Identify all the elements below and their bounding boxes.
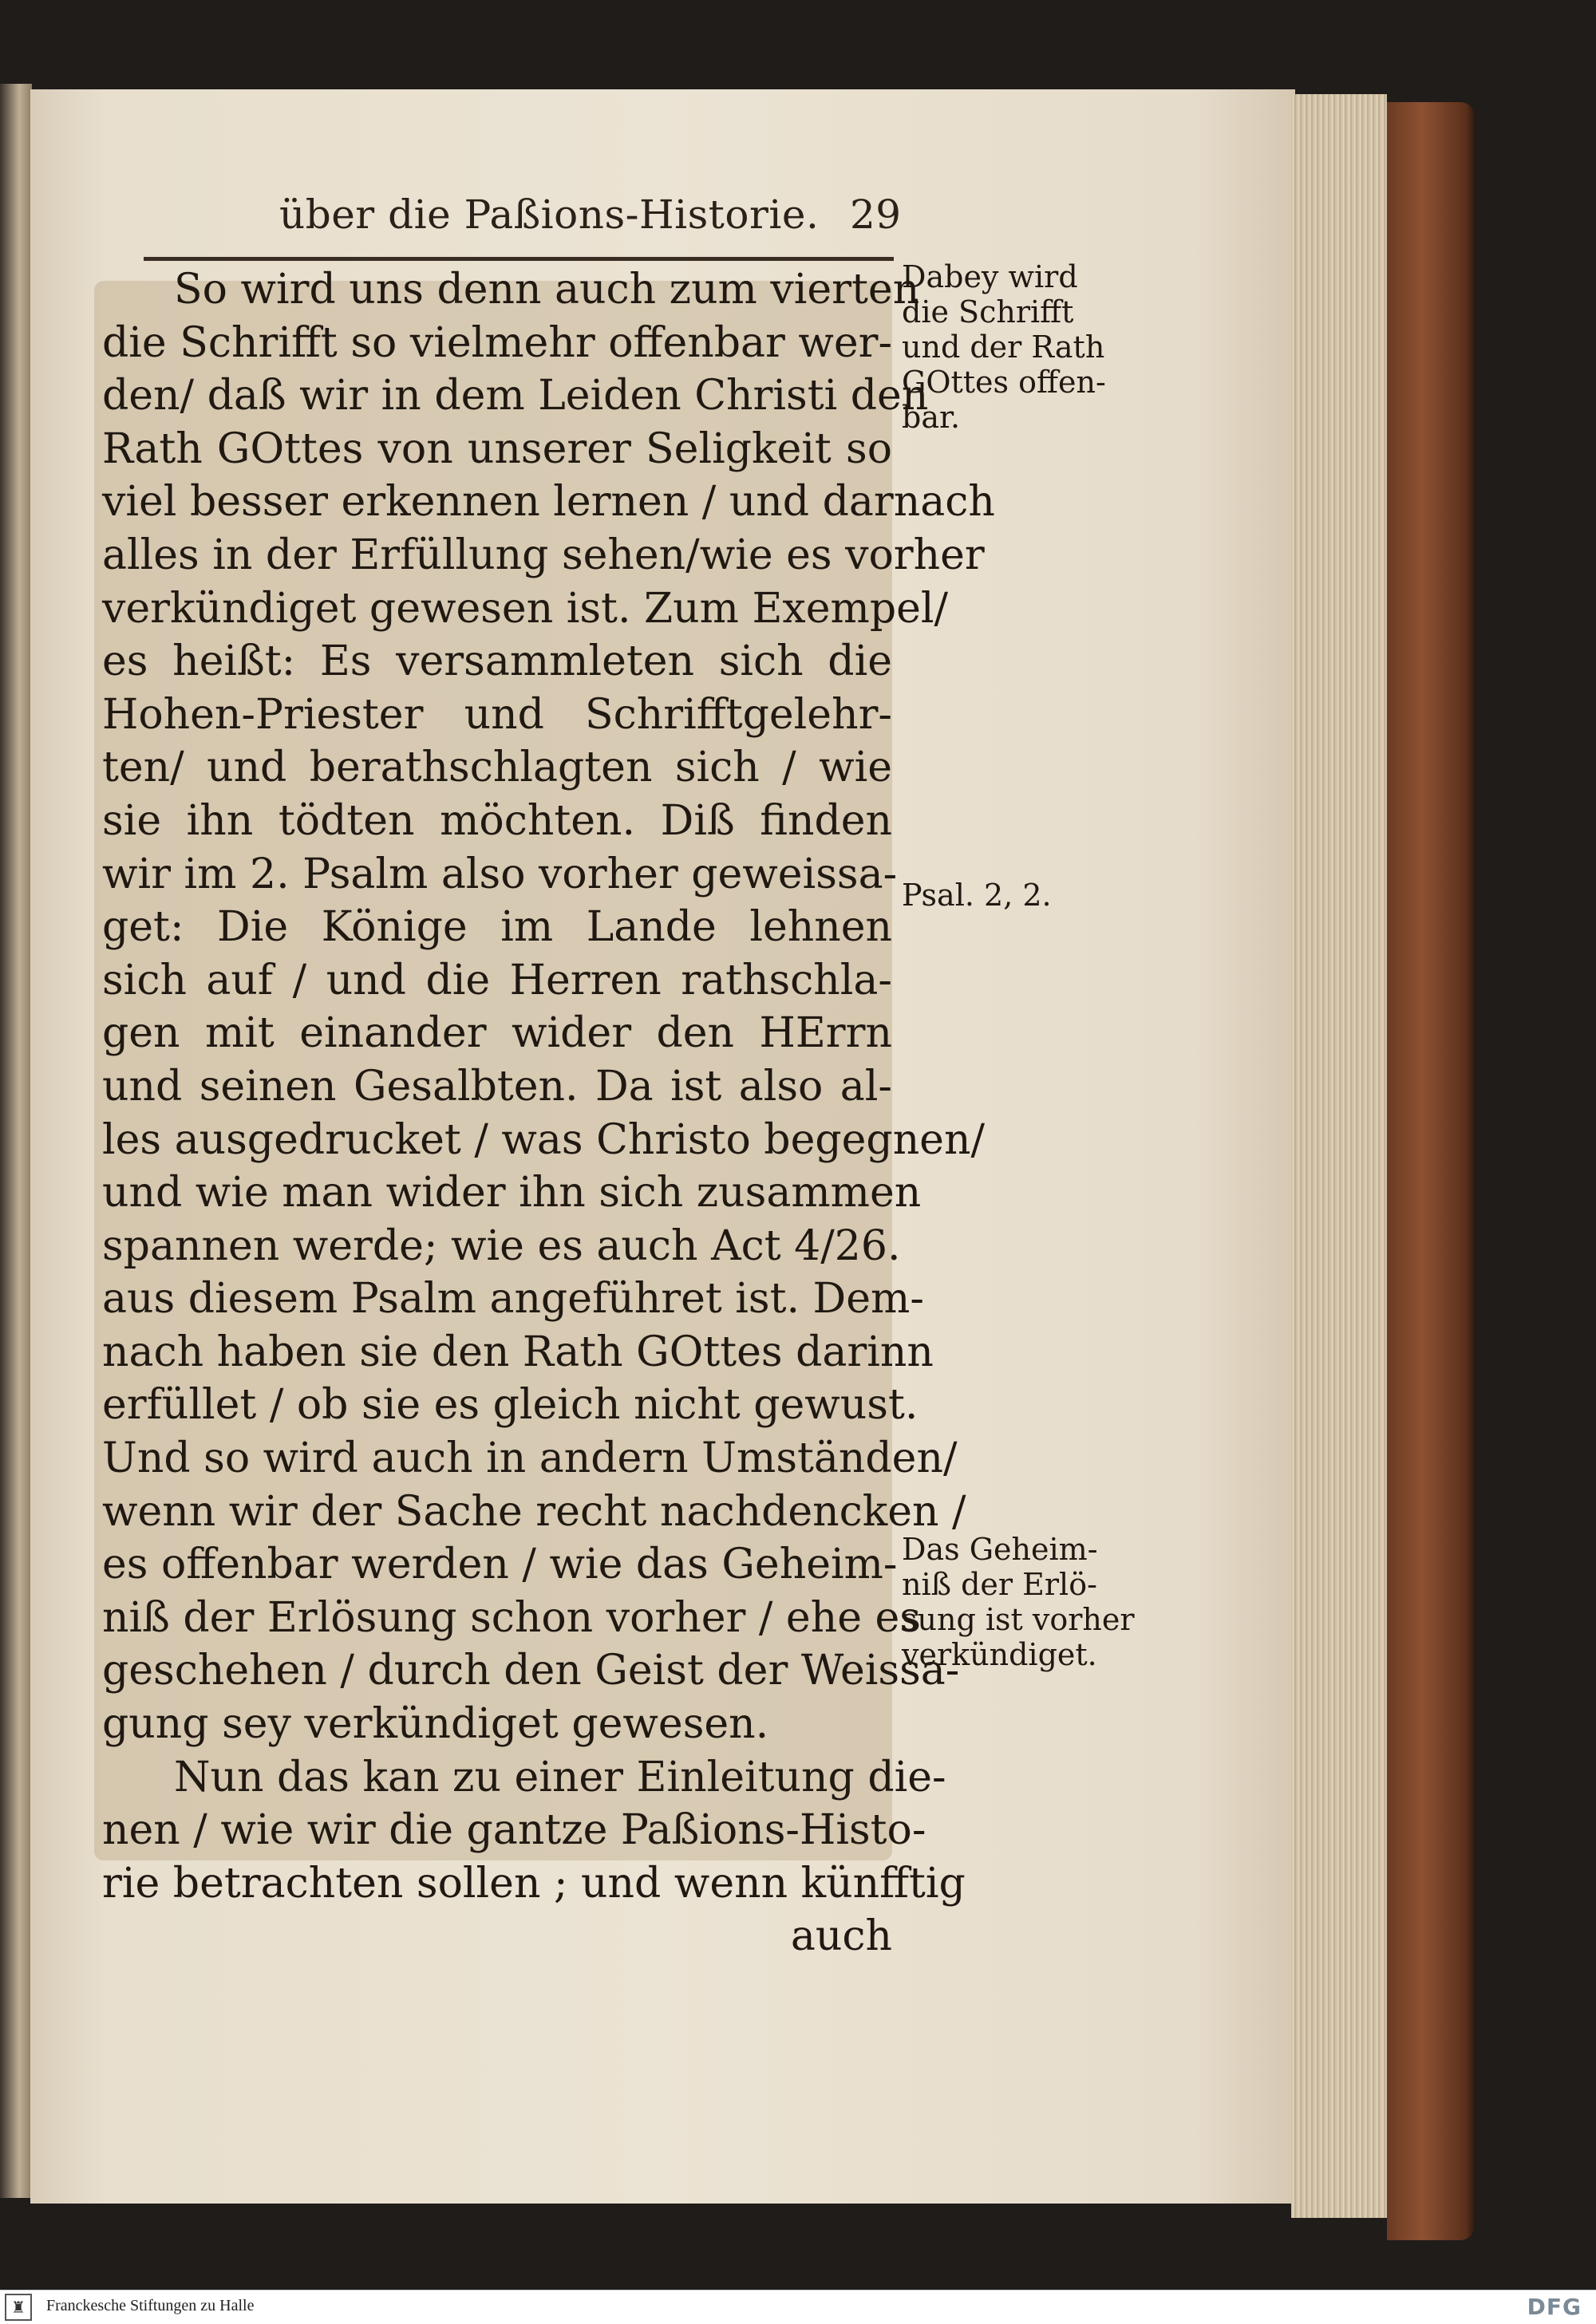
text-line: die Schrifft so vielmehr offenbar wer- [102,318,893,367]
margin-note-line: bar. [902,400,961,435]
institution-credit: Franckesche Stiftungen zu Halle [46,2297,255,2314]
text-line: und seinen Gesalbten. Da ist also al- [102,1062,892,1111]
margin-note-geheimniss [902,1532,1135,1672]
text-line: aus diesem Psalm angeführet ist. Dem- [102,1275,924,1324]
margin-note-line: Dabey wird [902,259,1078,294]
text-line: wenn wir der Sache recht nachdencken / [102,1487,966,1536]
text-line: viel besser erkennen lernen / und darnach [102,478,995,527]
text-line: niß der Erlösung schon vorher / ehe es [102,1593,921,1642]
margin-note-line: niß der Erlö- [902,1567,1097,1602]
catchword: auch [790,1912,892,1961]
text-line: und wie man wider ihn sich zusammen [102,1169,922,1217]
margin-note-schrifft [902,259,1106,435]
margin-note-line: GOttes offen- [902,365,1106,400]
text-line: erfüllet / ob sie es gleich nicht gewust. [102,1381,918,1430]
margin-note-line: Psal. 2, 2. [902,878,1052,913]
text-line: Rath GOttes von unserer Seligkeit so [102,424,892,473]
margin-note-line: Das Geheim- [902,1532,1098,1567]
text-line: es heißt: Es versammleten sich die [102,637,892,686]
book-cover [1387,102,1475,2240]
text-line: gen mit einander wider den HErrn [102,1009,892,1058]
margin-note-line: verkündiget. [902,1637,1097,1672]
text-line: Nun das kan zu einer Einleitung die- [174,1753,946,1801]
dfg-logo: DFG [1527,2294,1582,2320]
text-line: alles in der Erfüllung sehen/wie es vorher [102,531,985,579]
margin-note-line: die Schrifft [902,294,1074,329]
text-line: Und so wird auch in andern Umständen/ [102,1434,958,1483]
text-line: Hohen-Priester und Schrifftgelehr- [102,690,892,739]
text-line: les ausgedrucket / was Christo begegnen/ [102,1115,985,1164]
page-number: 29 [850,191,902,238]
text-line: den/ daß wir in dem Leiden Christi den [102,372,929,420]
text-line: sich auf / und die Herren rathschla- [102,956,892,1004]
text-line: es offenbar werden / wie das Geheim- [102,1541,898,1589]
text-line: nach haben sie den Rath GOttes darinn [102,1328,934,1376]
page-stack [1291,94,1387,2218]
text-line: So wird uns denn auch zum vierten [174,266,920,314]
margin-note-line: sung ist vorher [902,1602,1135,1637]
text-line: spannen werde; wie es auch Act 4/26. [102,1221,901,1270]
text-line: geschehen / durch den Geist der Weissa- [102,1647,960,1695]
text-line: gung sey verkündiget gewesen. [102,1700,769,1749]
text-line: get: Die Könige im Lande lehnen [102,903,892,952]
text-line: nen / wie wir die gantze Paßions-Histo- [102,1806,926,1855]
header-rule [144,257,894,261]
text-line: ten/ und berathschlagten sich / wie [102,744,892,792]
text-line: sie ihn tödten möchten. Diß finden [102,796,892,845]
left-page-edge [0,84,32,2198]
text-line: verkündiget gewesen ist. Zum Exempel/ [102,584,949,633]
text-line: wir im 2. Psalm also vorher geweissa- [102,850,898,898]
margin-note-line: und der Rath [902,329,1105,365]
institution-logo-icon: ♜ [5,2294,32,2321]
text-line: rie betrachten sollen ; und wenn künfftig [102,1859,966,1908]
margin-note-psalm [902,878,1052,913]
running-head-title: über die Paßions-Historie. [279,191,820,238]
viewer-footer [0,2290,1596,2324]
